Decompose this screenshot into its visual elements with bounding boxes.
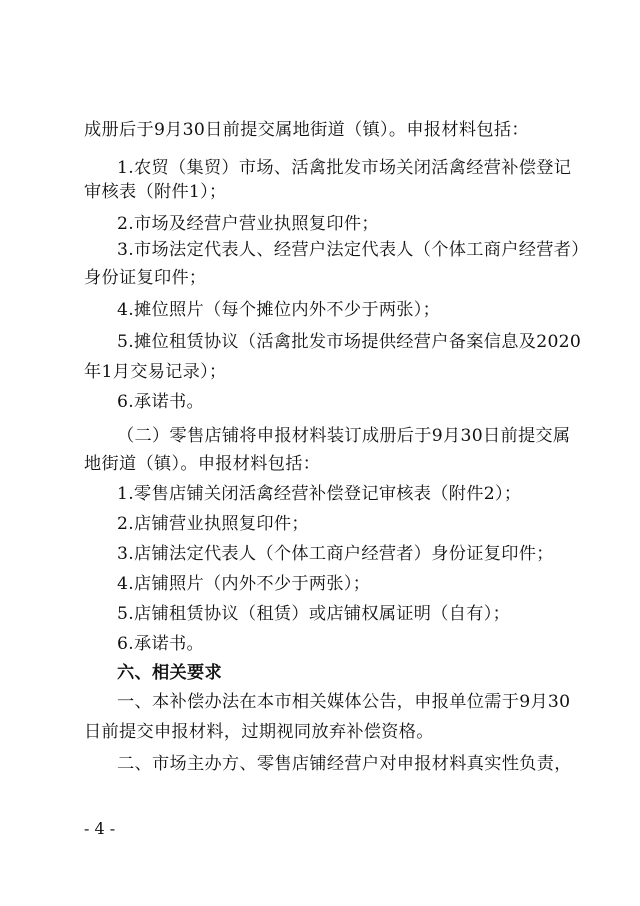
text-line: 一、本补偿办法在本市相关媒体公告，申报单位需于9月30 (117, 692, 571, 712)
text-line: 身份证复印件； (84, 268, 207, 288)
text-line: 成册后于9月30日前提交属地街道（镇）。申报材料包括： (84, 120, 529, 140)
text-line: （二）零售店铺将申报材料装订成册后于9月30日前提交属 (117, 426, 571, 446)
text-line: 二、市场主办方、零售店铺经营户对申报材料真实性负责， (117, 754, 572, 774)
text-line: 地街道（镇）。申报材料包括： (84, 454, 321, 474)
text-line: 3.店铺法定代表人（个体工商户经营者）身份证复印件； (117, 544, 554, 564)
text-line: 4.摊位照片（每个摊位内外不少于两张）； (117, 300, 441, 320)
text-line: 2.市场及经营户营业执照复印件； (117, 214, 379, 234)
text-line: 1.零售店铺关闭活禽经营补偿登记审核表（附件2）； (117, 484, 522, 504)
text-line: 6.承诺书。 (117, 392, 204, 412)
text-line: 6.承诺书。 (117, 634, 204, 654)
page-number: - 4 - (84, 819, 116, 838)
text-line: 4.店铺照片（内外不少于两张）； (117, 574, 371, 594)
text-line: 3.市场法定代表人、经营户法定代表人（个体工商户经营者） (117, 240, 589, 260)
text-line: 5.店铺租赁协议（租赁）或店铺权属证明（自有）； (117, 604, 511, 624)
text-line: 1.农贸（集贸）市场、活禽批发市场关闭活禽经营补偿登记 (117, 158, 572, 178)
text-line: 5.摊位租赁协议（活禽批发市场提供经营户备案信息及2020 (117, 332, 582, 352)
text-line: 审核表（附件1）； (84, 182, 227, 202)
text-line: 2.店铺营业执照复印件； (117, 514, 309, 534)
text-line: 日前提交申报材料，过期视同放弃补偿资格。 (84, 722, 434, 742)
text-line: 年1月交易记录）； (84, 362, 227, 382)
section-heading: 六、相关要求 (117, 663, 222, 683)
